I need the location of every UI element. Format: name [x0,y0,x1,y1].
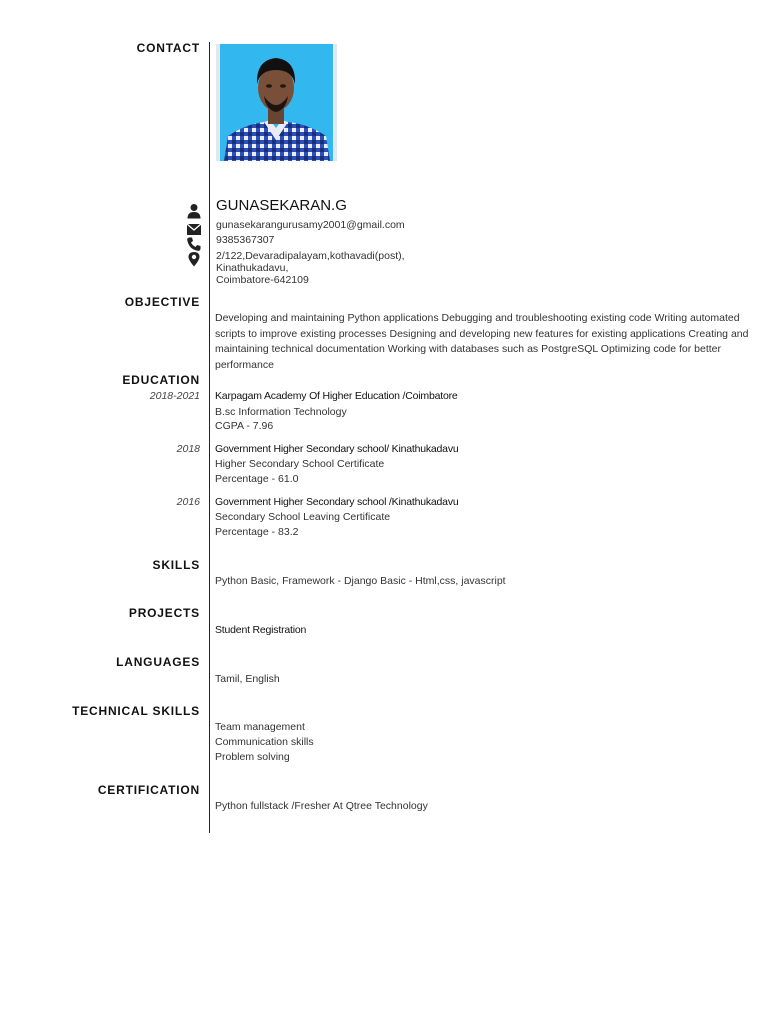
section-heading-projects: PROJECTS [128,606,200,620]
section-heading-technical-skills: TECHNICAL SKILLS [72,704,200,718]
education-institution: Government Higher Secondary school /Kinathukadavu [215,496,459,508]
education-year: 2016 [176,496,200,508]
project-title: Student Registration [215,624,307,636]
certification-text: Python fullstack /Fresher At Qtree Technology [215,800,428,812]
section-heading-education: EDUCATION [122,373,200,387]
education-score: CGPA - 7.96 [215,420,274,432]
education-score: Percentage - 61.0 [215,473,299,485]
objective-text: Developing and maintaining Python applications Debugging and troubleshooting existing code Writing automated scripts to improve existing processes Designing and developing new features for existing applications Creating and maintaining technical documentation Working with databases such as PostgreSQL Optimizing code for better performance [215,312,749,371]
education-course: Higher Secondary School Certificate [215,458,385,470]
section-heading-objective: OBJECTIVE [124,295,200,309]
technical-skill-item: Communication skills [215,736,314,748]
education-year: 2018-2021 [149,390,200,402]
contact-address-line-2: Kinathukadavu, [216,262,289,274]
contact-address-line-1: 2/122,Devaradipalayam,kothavadi(post), [216,250,405,262]
skills-text: Python Basic, Framework - Django Basic - Html,css, javascript [215,575,506,587]
languages-text: Tamil, English [215,673,280,685]
education-institution: Government Higher Secondary school/ Kinathukadavu [215,443,459,455]
education-score: Percentage - 83.2 [215,526,299,538]
location-pin-icon [186,251,202,267]
envelope-icon [186,221,202,237]
phone-icon [186,236,202,252]
section-heading-languages: LANGUAGES [116,655,200,669]
candidate-name: GUNASEKARAN.G [216,197,347,214]
section-heading-certification: CERTIFICATION [97,783,200,797]
education-year: 2018 [176,443,200,455]
contact-phone: 9385367307 [216,234,275,246]
person-icon [186,203,202,219]
education-course: Secondary School Leaving Certificate [215,511,391,523]
section-heading-contact: CONTACT [136,41,200,55]
education-course: B.sc Information Technology [215,406,347,418]
technical-skill-item: Problem solving [215,751,290,763]
contact-address-line-3: Coimbatore-642109 [216,274,309,286]
education-institution: Karpagam Academy Of Higher Education /Coimbatore [215,390,458,402]
contact-email: gunasekarangurusamy2001@gmail.com [216,219,405,231]
profile-photo [216,44,337,161]
section-heading-skills: SKILLS [152,558,200,572]
technical-skill-item: Team management [215,721,305,733]
timeline-divider [209,42,210,833]
